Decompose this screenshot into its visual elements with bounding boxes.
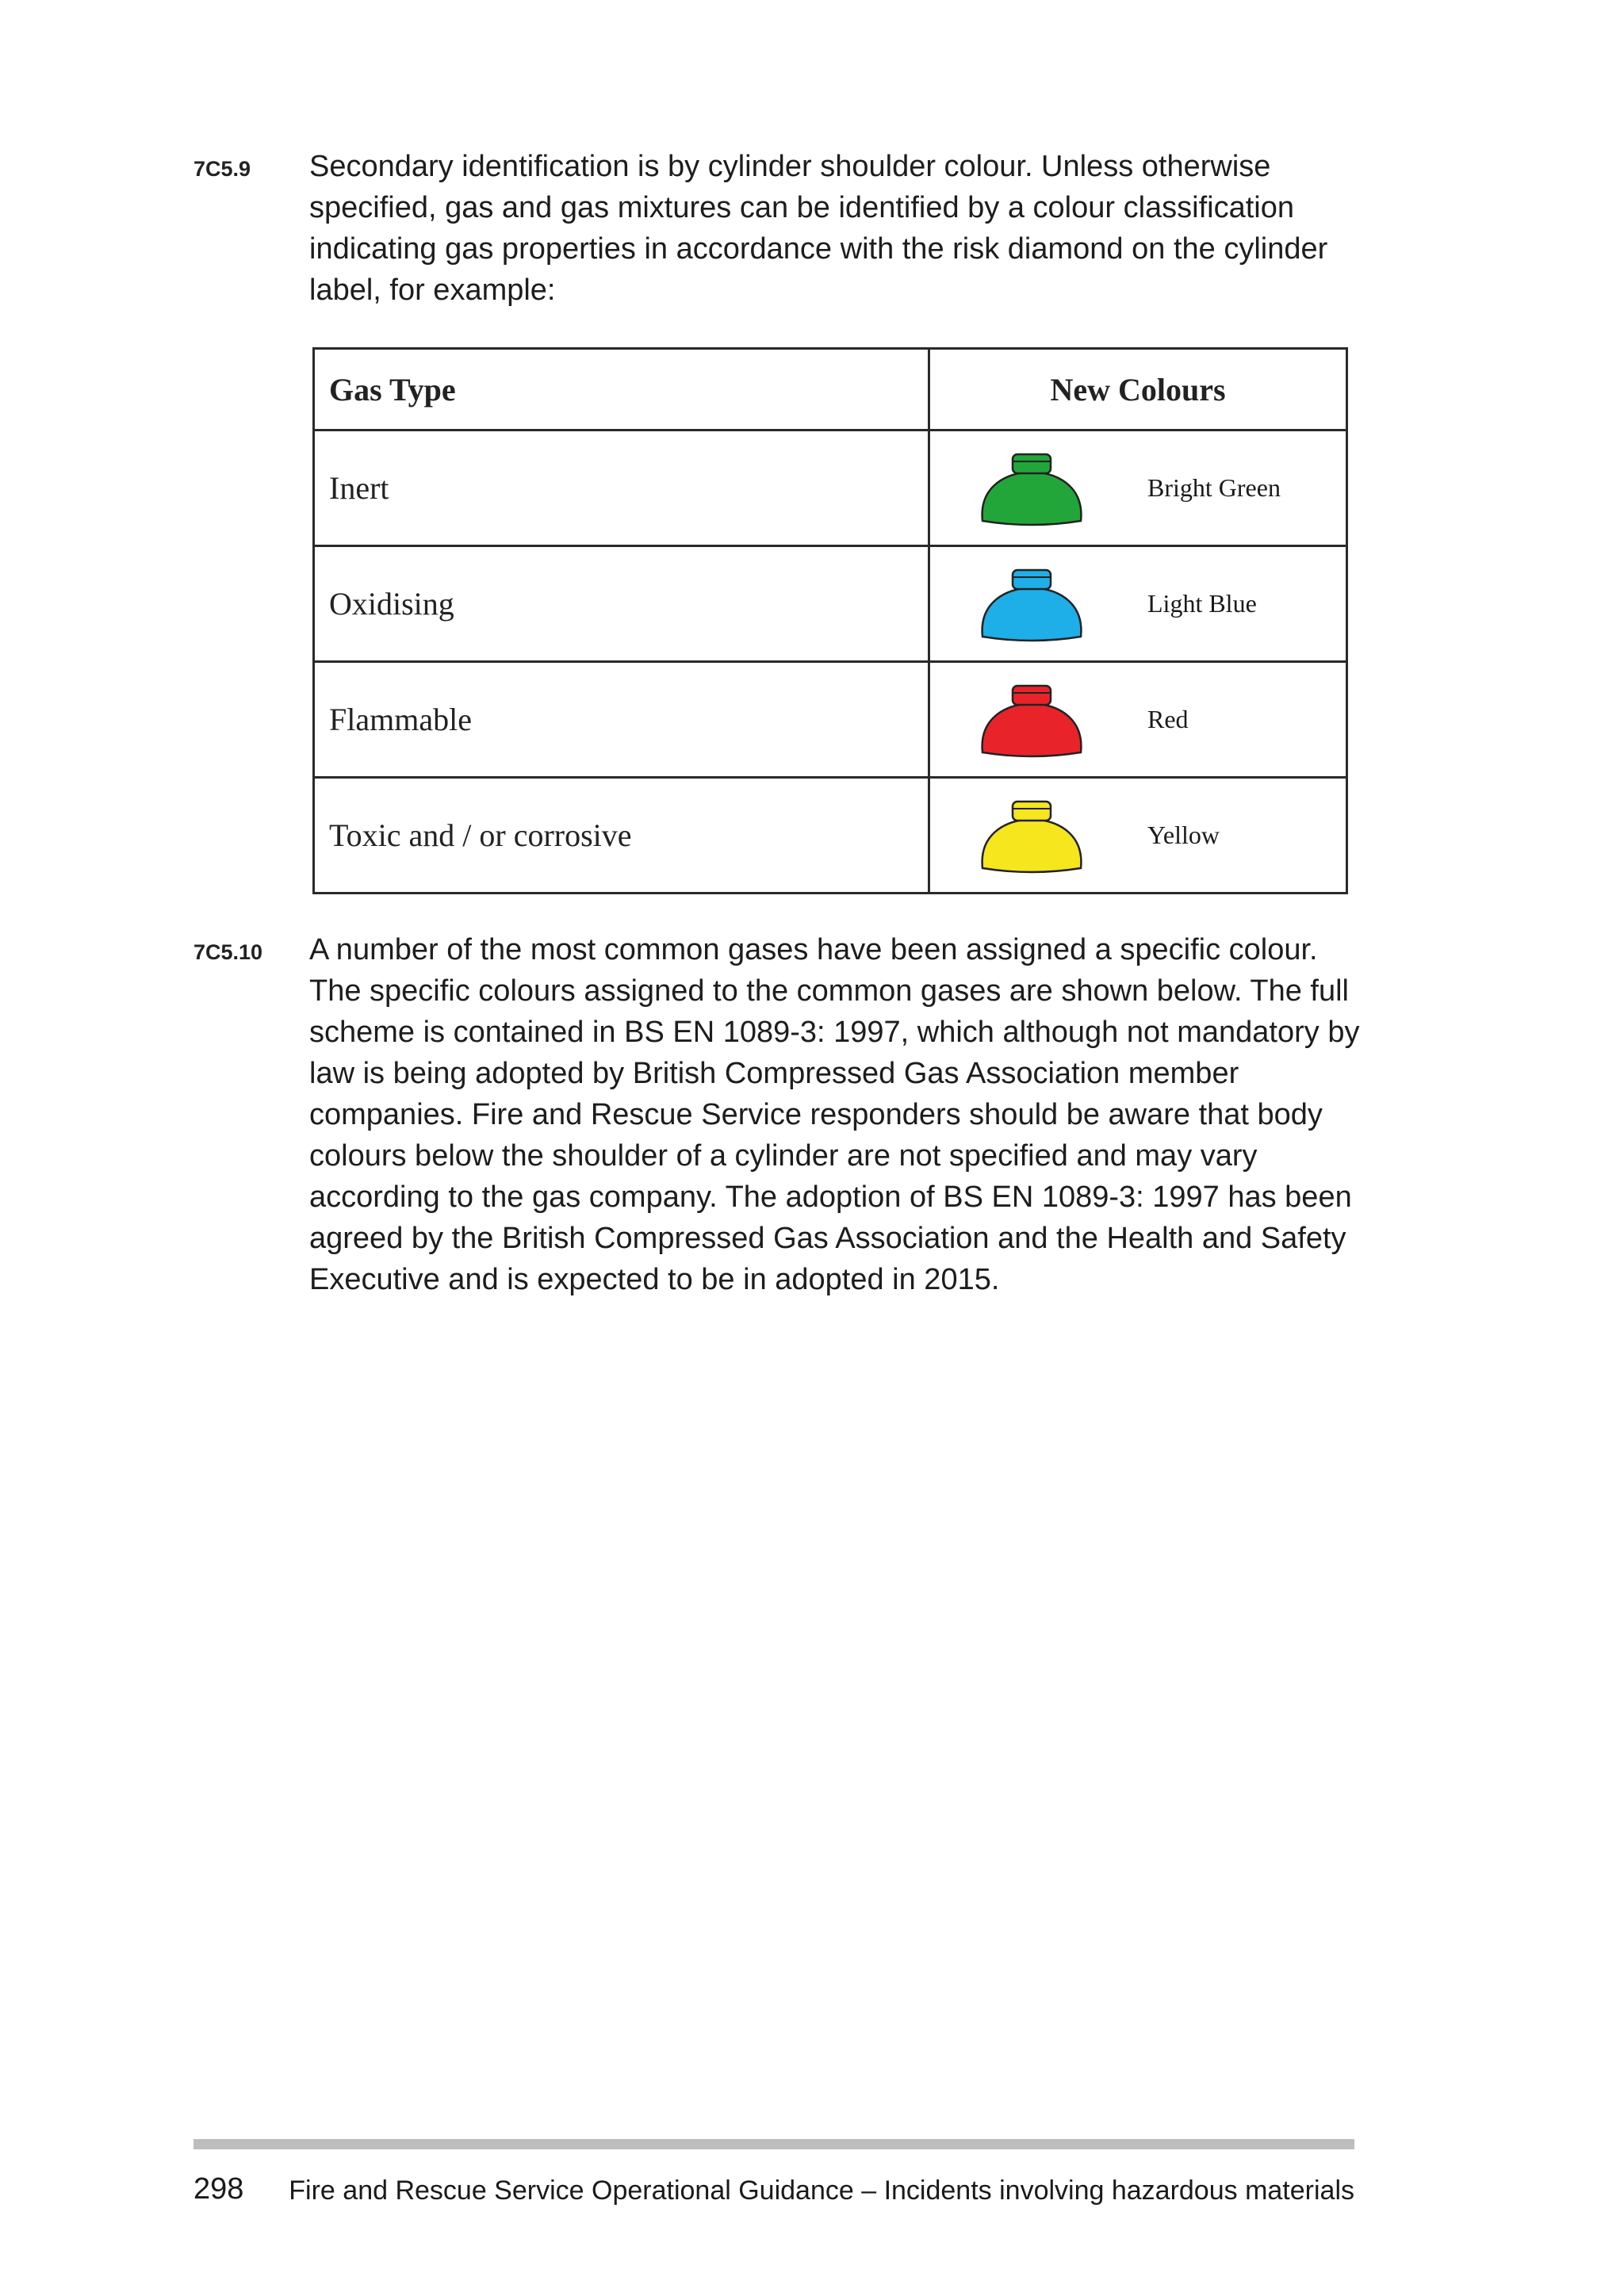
paragraph-number: 7C5.9 [193, 157, 251, 181]
colour-name: Yellow [1147, 821, 1220, 849]
table-row [314, 546, 1347, 662]
table-header-row [314, 349, 1347, 430]
paragraph-text: Secondary identification is by cylinder shoulder colour. Unless otherwise specified, gas and gas mixtures can be identified by a colour classification indicating gas properties in accordance with the risk diamond on the cylinder label, for example: [309, 150, 1328, 307]
colour-cell [929, 430, 1347, 546]
cylinder-shoulder-icon [978, 797, 1086, 874]
cylinder-shoulder-icon [978, 681, 1086, 759]
footer-title: Fire and Rescue Service Operational Guidance – Incidents involving hazardous materials [289, 2175, 1354, 2206]
colour-cell [929, 778, 1347, 894]
table-row [314, 430, 1347, 546]
colour-name: Red [1147, 705, 1189, 733]
table-row [314, 778, 1347, 894]
gas-type-cell: Oxidising [314, 546, 929, 662]
paragraph-text: A number of the most common gases have been assigned a specific colour. The specific colours assigned to the common gases are shown below. The full scheme is contained in BS EN 1089-3: 1997, which although not mandatory by law is being adopted by British Compressed Gas Association member companies. Fire and Rescue Service responders should be aware that body colours below the shoulder of a cylinder are not specified and may vary according to the gas company. The adoption of BS EN 1089-3: 1997 has been agreed by the British Compressed Gas Association and the Health and Safety Executive and is expected to be in adopted in 2015. [309, 933, 1360, 1296]
cylinder-shoulder-icon [978, 565, 1086, 643]
colour-cell [929, 662, 1347, 778]
header-new-colours: New Colours [929, 349, 1347, 430]
header-gas-type: Gas Type [314, 349, 929, 430]
gas-colour-table [312, 347, 1348, 894]
paragraph-number: 7C5.10 [193, 940, 263, 964]
gas-type-cell: Inert [314, 430, 929, 546]
paragraph-7c5-10 [193, 929, 1360, 1310]
paragraph-7c5-9 [193, 146, 1351, 320]
gas-type-cell: Toxic and / or corrosive [314, 778, 929, 894]
cylinder-shoulder-icon [978, 450, 1086, 527]
colour-name: Bright Green [1147, 473, 1281, 502]
colour-name: Light Blue [1147, 589, 1257, 618]
page-number: 298 [193, 2172, 244, 2206]
footer-divider [193, 2139, 1354, 2149]
gas-type-cell: Flammable [314, 662, 929, 778]
colour-cell [929, 546, 1347, 662]
table-row [314, 662, 1347, 778]
